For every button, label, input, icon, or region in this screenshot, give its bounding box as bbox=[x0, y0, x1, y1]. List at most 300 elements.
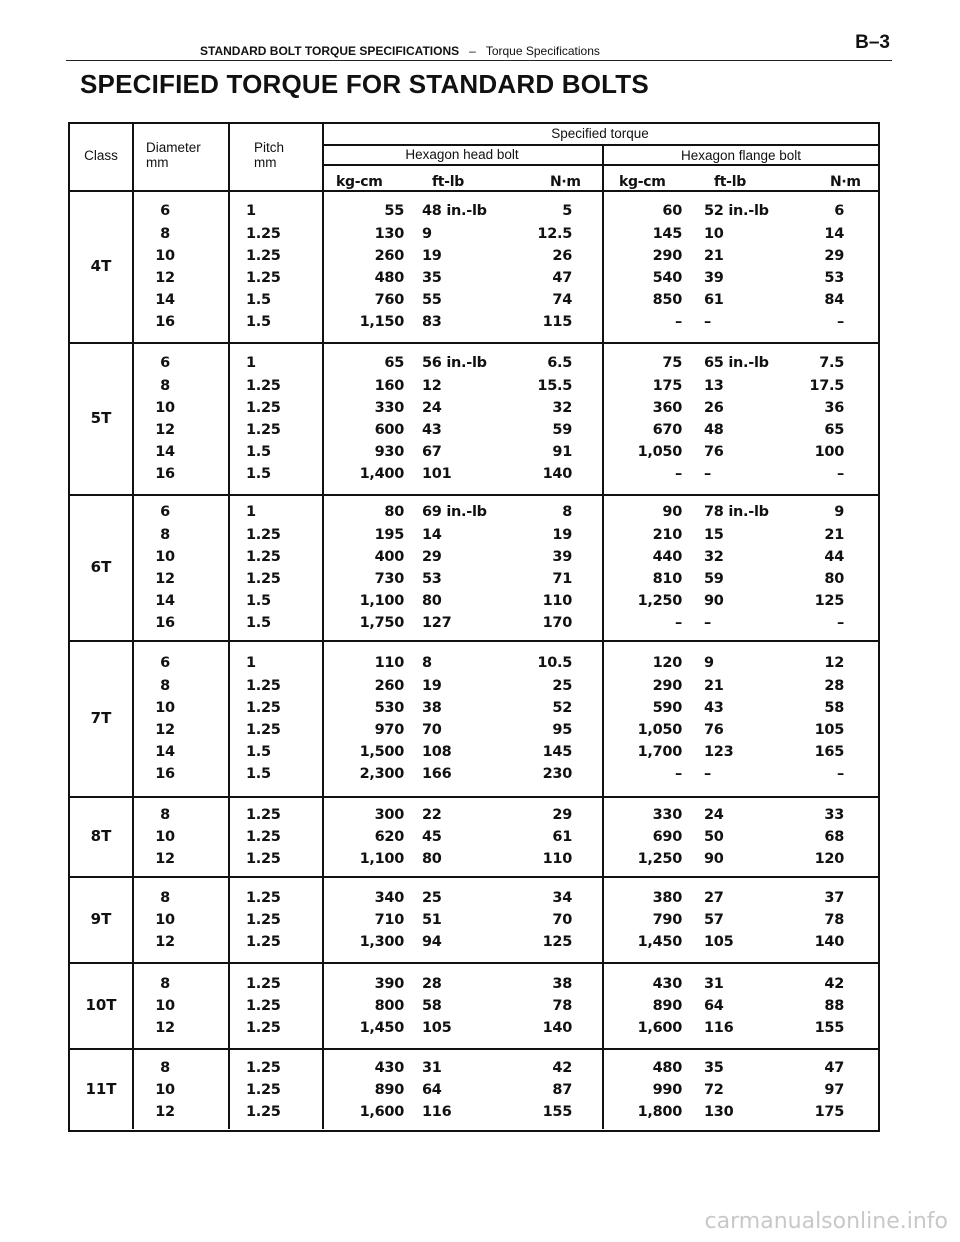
class-label: 6T bbox=[90, 558, 112, 576]
flange-kgcm-cell: 330 bbox=[652, 806, 682, 823]
head-ftlb-cell: 69 in.-lb bbox=[422, 504, 487, 521]
head-kgcm-cell: 1,400 bbox=[359, 466, 404, 483]
pitch-cell: 1.5 bbox=[246, 292, 271, 309]
head-ftlb-cell: 19 bbox=[422, 247, 442, 264]
head-kgcm-column bbox=[324, 887, 404, 954]
flange-nm-cell: 155 bbox=[814, 1020, 844, 1037]
flange-ftlb-cell: 31 bbox=[704, 975, 724, 992]
page-header bbox=[66, 32, 892, 61]
pitch-cell: 1.25 bbox=[246, 1104, 281, 1121]
pitch-cell: 1.25 bbox=[246, 1081, 281, 1098]
diameter-cell: 12 bbox=[155, 934, 175, 951]
header-pitch: Pitch bbox=[254, 140, 285, 155]
flange-kgcm-cell: 60 bbox=[662, 203, 682, 220]
flange-nm-column bbox=[782, 1057, 844, 1124]
head-nm-column bbox=[516, 652, 572, 785]
head-nm-cell: 8 bbox=[562, 504, 572, 521]
flange-nm-cell: 58 bbox=[824, 699, 844, 716]
diameter-cell: 12 bbox=[155, 851, 175, 868]
pitch-column bbox=[246, 652, 296, 785]
head-nm-cell: 38 bbox=[552, 975, 572, 992]
flange-nm-cell: 44 bbox=[824, 548, 844, 565]
head-ftlb-column bbox=[422, 973, 502, 1040]
torque-table bbox=[68, 122, 880, 1132]
diameter-cell: 10 bbox=[155, 828, 175, 845]
diameter-cell: 10 bbox=[155, 548, 175, 565]
head-nm-cell: 140 bbox=[542, 1020, 572, 1037]
flange-kgcm-cell: 360 bbox=[652, 399, 682, 416]
flange-nm-cell: – bbox=[837, 766, 844, 783]
flange-ftlb-cell: 59 bbox=[704, 570, 724, 587]
header-specified-torque: Specified torque bbox=[551, 126, 649, 141]
flange-kgcm-column bbox=[608, 652, 682, 785]
head-ftlb-column bbox=[422, 887, 502, 954]
diameter-column bbox=[142, 200, 188, 333]
pitch-cell: 1.25 bbox=[246, 806, 281, 823]
head-nm-cell: 6.5 bbox=[547, 355, 572, 372]
flange-kgcm-cell: 1,800 bbox=[637, 1104, 682, 1121]
class-label: 10T bbox=[85, 996, 117, 1014]
head-kgcm-cell: 55 bbox=[384, 203, 404, 220]
pitch-cell: 1.25 bbox=[246, 399, 281, 416]
head-kgcm-column bbox=[324, 501, 404, 634]
head-nm-cell: 19 bbox=[552, 526, 572, 543]
diameter-cell: 10 bbox=[155, 1081, 175, 1098]
diameter-cell: 12 bbox=[155, 1104, 175, 1121]
pitch-cell: 1.25 bbox=[246, 975, 281, 992]
flange-ftlb-cell: 90 bbox=[704, 851, 724, 868]
flange-ftlb-cell: 21 bbox=[704, 247, 724, 264]
pitch-cell: 1.25 bbox=[246, 997, 281, 1014]
head-ftlb-cell: 12 bbox=[422, 377, 442, 394]
diameter-cell: 12 bbox=[155, 1020, 175, 1037]
flange-ftlb-cell: 21 bbox=[704, 677, 724, 694]
class-label: 7T bbox=[90, 709, 112, 727]
flange-ftlb-cell: 72 bbox=[704, 1081, 724, 1098]
pitch-column bbox=[246, 804, 296, 871]
flange-ftlb-cell: 90 bbox=[704, 593, 724, 610]
flange-kgcm-cell: 175 bbox=[652, 377, 682, 394]
class-label: 5T bbox=[90, 409, 112, 427]
head-nm-cell: 145 bbox=[542, 744, 572, 761]
flange-nm-cell: 36 bbox=[824, 399, 844, 416]
flange-ftlb-column bbox=[704, 973, 784, 1040]
pitch-cell: 1.25 bbox=[246, 1059, 281, 1076]
head-nm-cell: 74 bbox=[552, 292, 572, 309]
flange-nm-cell: – bbox=[837, 314, 844, 331]
head-nm-cell: 71 bbox=[552, 570, 572, 587]
header-rule-specified bbox=[322, 144, 878, 146]
head-nm-column bbox=[516, 973, 572, 1040]
flange-ftlb-cell: 76 bbox=[704, 721, 724, 738]
head-ftlb-cell: 31 bbox=[422, 1059, 442, 1076]
head-ftlb-cell: 25 bbox=[422, 889, 442, 906]
pitch-cell: 1.5 bbox=[246, 314, 271, 331]
flange-ftlb-cell: – bbox=[704, 466, 711, 483]
page-number: B–3 bbox=[855, 32, 890, 53]
head-nm-cell: 115 bbox=[542, 314, 572, 331]
head-nm-column bbox=[516, 804, 572, 871]
flange-ftlb-cell: 24 bbox=[704, 806, 724, 823]
pitch-cell: 1.25 bbox=[246, 911, 281, 928]
head-ftlb-column bbox=[422, 804, 502, 871]
flange-nm-column bbox=[782, 200, 844, 333]
flange-ftlb-cell: 10 bbox=[704, 225, 724, 242]
group-divider bbox=[70, 342, 878, 344]
diameter-cell: 6 bbox=[160, 655, 170, 672]
diameter-cell: 12 bbox=[155, 421, 175, 438]
flange-ftlb-cell: 32 bbox=[704, 548, 724, 565]
flange-nm-cell: 12 bbox=[824, 655, 844, 672]
class-label: 8T bbox=[90, 827, 112, 845]
flange-nm-cell: 80 bbox=[824, 570, 844, 587]
class-label: 11T bbox=[85, 1080, 117, 1098]
header-diameter: Diameter bbox=[146, 140, 201, 155]
head-ftlb-cell: 56 in.-lb bbox=[422, 355, 487, 372]
flange-kgcm-cell: 120 bbox=[652, 655, 682, 672]
diameter-column bbox=[142, 804, 188, 871]
head-nm-cell: 70 bbox=[552, 911, 572, 928]
pitch-cell: 1 bbox=[246, 355, 256, 372]
flange-nm-cell: 105 bbox=[814, 721, 844, 738]
pitch-column bbox=[246, 973, 296, 1040]
head-nm-cell: 32 bbox=[552, 399, 572, 416]
flange-kgcm-cell: – bbox=[675, 466, 682, 483]
head-kgcm-column bbox=[324, 804, 404, 871]
flange-nm-cell: 29 bbox=[824, 247, 844, 264]
diameter-cell: 8 bbox=[160, 1059, 170, 1076]
flange-ftlb-column bbox=[704, 652, 784, 785]
flange-ftlb-cell: 48 bbox=[704, 421, 724, 438]
head-ftlb-cell: 35 bbox=[422, 269, 442, 286]
class-label: 4T bbox=[90, 257, 112, 275]
head-kgcm-cell: 480 bbox=[374, 269, 404, 286]
head-nm-cell: 47 bbox=[552, 269, 572, 286]
head-kgcm-cell: 600 bbox=[374, 421, 404, 438]
flange-nm-cell: 37 bbox=[824, 889, 844, 906]
head-kgcm-cell: 260 bbox=[374, 247, 404, 264]
pitch-cell: 1.25 bbox=[246, 721, 281, 738]
diameter-cell: 10 bbox=[155, 997, 175, 1014]
flange-kgcm-cell: 1,250 bbox=[637, 851, 682, 868]
group-divider bbox=[70, 962, 878, 964]
flange-kgcm-cell: 850 bbox=[652, 292, 682, 309]
pitch-cell: 1.25 bbox=[246, 421, 281, 438]
page-title: SPECIFIED TORQUE FOR STANDARD BOLTS bbox=[80, 69, 649, 99]
diameter-column bbox=[142, 1057, 188, 1124]
pitch-cell: 1 bbox=[246, 504, 256, 521]
flange-ftlb-cell: 130 bbox=[704, 1104, 734, 1121]
pitch-cell: 1 bbox=[246, 655, 256, 672]
diameter-cell: 14 bbox=[155, 444, 175, 461]
head-nm-column bbox=[516, 352, 572, 485]
head-nm-column bbox=[516, 887, 572, 954]
head-kgcm-column bbox=[324, 1057, 404, 1124]
flange-kgcm-cell: 290 bbox=[652, 677, 682, 694]
flange-ftlb-cell: – bbox=[704, 615, 711, 632]
head-ftlb-cell: 53 bbox=[422, 570, 442, 587]
head-kgcm-column bbox=[324, 973, 404, 1040]
diameter-cell: 8 bbox=[160, 526, 170, 543]
head-kgcm-cell: 530 bbox=[374, 699, 404, 716]
head-ftlb-cell: 22 bbox=[422, 806, 442, 823]
flange-nm-cell: 125 bbox=[814, 593, 844, 610]
diameter-cell: 10 bbox=[155, 911, 175, 928]
head-ftlb-cell: 108 bbox=[422, 744, 452, 761]
head-nm-column bbox=[516, 501, 572, 634]
flange-nm-cell: 42 bbox=[824, 975, 844, 992]
pitch-cell: 1.5 bbox=[246, 466, 271, 483]
flange-ftlb-cell: 57 bbox=[704, 911, 724, 928]
flange-nm-cell: 78 bbox=[824, 911, 844, 928]
head-ftlb-cell: 8 bbox=[422, 655, 432, 672]
head-kgcm-cell: 195 bbox=[374, 526, 404, 543]
pitch-cell: 1.25 bbox=[246, 377, 281, 394]
head-kgcm-cell: 300 bbox=[374, 806, 404, 823]
flange-kgcm-cell: 75 bbox=[662, 355, 682, 372]
flange-ftlb-column bbox=[704, 887, 784, 954]
flange-nm-cell: 88 bbox=[824, 997, 844, 1014]
flange-kgcm-cell: 1,700 bbox=[637, 744, 682, 761]
flange-kgcm-cell: 1,600 bbox=[637, 1020, 682, 1037]
flange-kgcm-cell: 890 bbox=[652, 997, 682, 1014]
flange-nm-cell: 47 bbox=[824, 1059, 844, 1076]
diameter-cell: 12 bbox=[155, 269, 175, 286]
head-kgcm-cell: 1,100 bbox=[359, 593, 404, 610]
flange-nm-cell: 6 bbox=[834, 203, 844, 220]
diameter-cell: 6 bbox=[160, 355, 170, 372]
flange-kgcm-column bbox=[608, 1057, 682, 1124]
flange-nm-column bbox=[782, 973, 844, 1040]
flange-nm-cell: 33 bbox=[824, 806, 844, 823]
head-kgcm-cell: 65 bbox=[384, 355, 404, 372]
head-kgcm-cell: 730 bbox=[374, 570, 404, 587]
diameter-cell: 10 bbox=[155, 699, 175, 716]
flange-nm-column bbox=[782, 501, 844, 634]
pitch-cell: 1.5 bbox=[246, 444, 271, 461]
flange-nm-column bbox=[782, 652, 844, 785]
unit-ftlb-flange: ft-lb bbox=[714, 174, 746, 190]
head-kgcm-cell: 1,500 bbox=[359, 744, 404, 761]
diameter-cell: 12 bbox=[155, 570, 175, 587]
flange-kgcm-column bbox=[608, 804, 682, 871]
flange-kgcm-column bbox=[608, 352, 682, 485]
head-nm-cell: 12.5 bbox=[537, 225, 572, 242]
header-class: Class bbox=[84, 148, 118, 163]
head-kgcm-column bbox=[324, 652, 404, 785]
diameter-cell: 8 bbox=[160, 377, 170, 394]
flange-nm-cell: 175 bbox=[814, 1104, 844, 1121]
flange-ftlb-column bbox=[704, 804, 784, 871]
group-divider bbox=[70, 1048, 878, 1050]
head-nm-cell: 59 bbox=[552, 421, 572, 438]
col-divider-class bbox=[132, 124, 134, 1129]
head-nm-cell: 52 bbox=[552, 699, 572, 716]
head-kgcm-cell: 710 bbox=[374, 911, 404, 928]
flange-nm-cell: 53 bbox=[824, 269, 844, 286]
head-kgcm-cell: 400 bbox=[374, 548, 404, 565]
flange-nm-column bbox=[782, 804, 844, 871]
flange-ftlb-cell: 76 bbox=[704, 444, 724, 461]
flange-nm-cell: 140 bbox=[814, 934, 844, 951]
flange-ftlb-column bbox=[704, 1057, 784, 1124]
flange-kgcm-cell: 810 bbox=[652, 570, 682, 587]
head-kgcm-cell: 890 bbox=[374, 1081, 404, 1098]
pitch-column bbox=[246, 501, 296, 634]
head-ftlb-column bbox=[422, 200, 502, 333]
header-hex-head: Hexagon head bolt bbox=[405, 147, 519, 162]
diameter-cell: 16 bbox=[155, 314, 175, 331]
head-ftlb-cell: 105 bbox=[422, 1020, 452, 1037]
header-subsection: Torque Specifications bbox=[485, 44, 600, 58]
head-kgcm-cell: 330 bbox=[374, 399, 404, 416]
flange-kgcm-column bbox=[608, 200, 682, 333]
flange-nm-cell: 165 bbox=[814, 744, 844, 761]
pitch-cell: 1.25 bbox=[246, 1020, 281, 1037]
diameter-cell: 8 bbox=[160, 975, 170, 992]
head-kgcm-cell: 1,450 bbox=[359, 1020, 404, 1037]
head-ftlb-cell: 51 bbox=[422, 911, 442, 928]
diameter-cell: 16 bbox=[155, 766, 175, 783]
flange-kgcm-cell: 1,250 bbox=[637, 593, 682, 610]
head-kgcm-cell: 110 bbox=[374, 655, 404, 672]
flange-kgcm-cell: 540 bbox=[652, 269, 682, 286]
flange-kgcm-cell: 440 bbox=[652, 548, 682, 565]
head-kgcm-cell: 800 bbox=[374, 997, 404, 1014]
head-ftlb-cell: 55 bbox=[422, 292, 442, 309]
flange-nm-cell: – bbox=[837, 466, 844, 483]
flange-nm-cell: 97 bbox=[824, 1081, 844, 1098]
flange-ftlb-cell: 43 bbox=[704, 699, 724, 716]
diameter-column bbox=[142, 352, 188, 485]
head-ftlb-column bbox=[422, 352, 502, 485]
head-kgcm-cell: 1,750 bbox=[359, 615, 404, 632]
diameter-column bbox=[142, 652, 188, 785]
head-ftlb-column bbox=[422, 1057, 502, 1124]
flange-nm-cell: 68 bbox=[824, 828, 844, 845]
pitch-cell: 1.25 bbox=[246, 526, 281, 543]
head-nm-cell: 39 bbox=[552, 548, 572, 565]
flange-nm-cell: 100 bbox=[814, 444, 844, 461]
header-separator: – bbox=[469, 44, 476, 58]
pitch-cell: 1.5 bbox=[246, 615, 271, 632]
group-divider bbox=[70, 494, 878, 496]
flange-nm-cell: 17.5 bbox=[809, 377, 844, 394]
head-nm-cell: 95 bbox=[552, 721, 572, 738]
unit-nm-flange: N·m bbox=[830, 174, 861, 190]
head-kgcm-cell: 1,150 bbox=[359, 314, 404, 331]
head-ftlb-cell: 29 bbox=[422, 548, 442, 565]
group-divider bbox=[70, 876, 878, 878]
pitch-cell: 1.25 bbox=[246, 677, 281, 694]
head-kgcm-column bbox=[324, 352, 404, 485]
head-kgcm-cell: 80 bbox=[384, 504, 404, 521]
flange-kgcm-cell: 590 bbox=[652, 699, 682, 716]
flange-ftlb-column bbox=[704, 352, 784, 485]
head-kgcm-cell: 1,600 bbox=[359, 1104, 404, 1121]
flange-nm-cell: 7.5 bbox=[819, 355, 844, 372]
diameter-cell: 8 bbox=[160, 225, 170, 242]
pitch-cell: 1.5 bbox=[246, 766, 271, 783]
pitch-column bbox=[246, 887, 296, 954]
head-nm-cell: 34 bbox=[552, 889, 572, 906]
flange-nm-cell: 14 bbox=[824, 225, 844, 242]
flange-ftlb-cell: 39 bbox=[704, 269, 724, 286]
diameter-cell: 8 bbox=[160, 889, 170, 906]
diameter-cell: 10 bbox=[155, 247, 175, 264]
diameter-cell: 6 bbox=[160, 203, 170, 220]
flange-kgcm-cell: 990 bbox=[652, 1081, 682, 1098]
flange-nm-cell: 21 bbox=[824, 526, 844, 543]
pitch-cell: 1.25 bbox=[246, 699, 281, 716]
head-nm-cell: 61 bbox=[552, 828, 572, 845]
diameter-cell: 10 bbox=[155, 399, 175, 416]
flange-nm-cell: 120 bbox=[814, 851, 844, 868]
head-ftlb-cell: 28 bbox=[422, 975, 442, 992]
col-divider-diameter bbox=[228, 124, 230, 1129]
pitch-cell: 1.25 bbox=[246, 889, 281, 906]
head-nm-cell: 170 bbox=[542, 615, 572, 632]
diameter-cell: 8 bbox=[160, 677, 170, 694]
head-kgcm-cell: 160 bbox=[374, 377, 404, 394]
head-ftlb-cell: 43 bbox=[422, 421, 442, 438]
head-nm-column bbox=[516, 200, 572, 333]
head-ftlb-cell: 48 in.-lb bbox=[422, 203, 487, 220]
flange-ftlb-cell: 15 bbox=[704, 526, 724, 543]
head-kgcm-cell: 390 bbox=[374, 975, 404, 992]
head-kgcm-cell: 260 bbox=[374, 677, 404, 694]
pitch-cell: 1.5 bbox=[246, 593, 271, 610]
head-nm-cell: 10.5 bbox=[537, 655, 572, 672]
head-nm-cell: 110 bbox=[542, 851, 572, 868]
pitch-cell: 1.25 bbox=[246, 851, 281, 868]
pitch-column bbox=[246, 352, 296, 485]
head-kgcm-cell: 1,100 bbox=[359, 851, 404, 868]
diameter-cell: 14 bbox=[155, 744, 175, 761]
diameter-column bbox=[142, 887, 188, 954]
header-section: STANDARD BOLT TORQUE SPECIFICATIONS bbox=[200, 44, 460, 58]
flange-ftlb-cell: 13 bbox=[704, 377, 724, 394]
flange-ftlb-cell: 52 in.-lb bbox=[704, 203, 769, 220]
head-ftlb-cell: 67 bbox=[422, 444, 442, 461]
head-ftlb-column bbox=[422, 501, 502, 634]
head-nm-cell: 42 bbox=[552, 1059, 572, 1076]
head-kgcm-cell: 970 bbox=[374, 721, 404, 738]
diameter-cell: 8 bbox=[160, 806, 170, 823]
flange-ftlb-cell: 26 bbox=[704, 399, 724, 416]
unit-kgcm-flange: kg-cm bbox=[619, 174, 666, 190]
head-ftlb-cell: 101 bbox=[422, 466, 452, 483]
diameter-cell: 6 bbox=[160, 504, 170, 521]
flange-ftlb-cell: 9 bbox=[704, 655, 714, 672]
flange-kgcm-cell: 1,050 bbox=[637, 721, 682, 738]
flange-kgcm-cell: 210 bbox=[652, 526, 682, 543]
pitch-cell: 1.25 bbox=[246, 548, 281, 565]
header-pitch-unit: mm bbox=[254, 155, 277, 170]
flange-ftlb-cell: 27 bbox=[704, 889, 724, 906]
flange-ftlb-cell: 65 in.-lb bbox=[704, 355, 769, 372]
flange-ftlb-cell: – bbox=[704, 314, 711, 331]
pitch-cell: 1.5 bbox=[246, 744, 271, 761]
diameter-cell: 14 bbox=[155, 292, 175, 309]
pitch-cell: 1.25 bbox=[246, 828, 281, 845]
head-ftlb-cell: 64 bbox=[422, 1081, 442, 1098]
head-nm-cell: 230 bbox=[542, 766, 572, 783]
class-label: 9T bbox=[90, 910, 112, 928]
diameter-cell: 16 bbox=[155, 466, 175, 483]
pitch-cell: 1.25 bbox=[246, 269, 281, 286]
flange-kgcm-cell: 670 bbox=[652, 421, 682, 438]
